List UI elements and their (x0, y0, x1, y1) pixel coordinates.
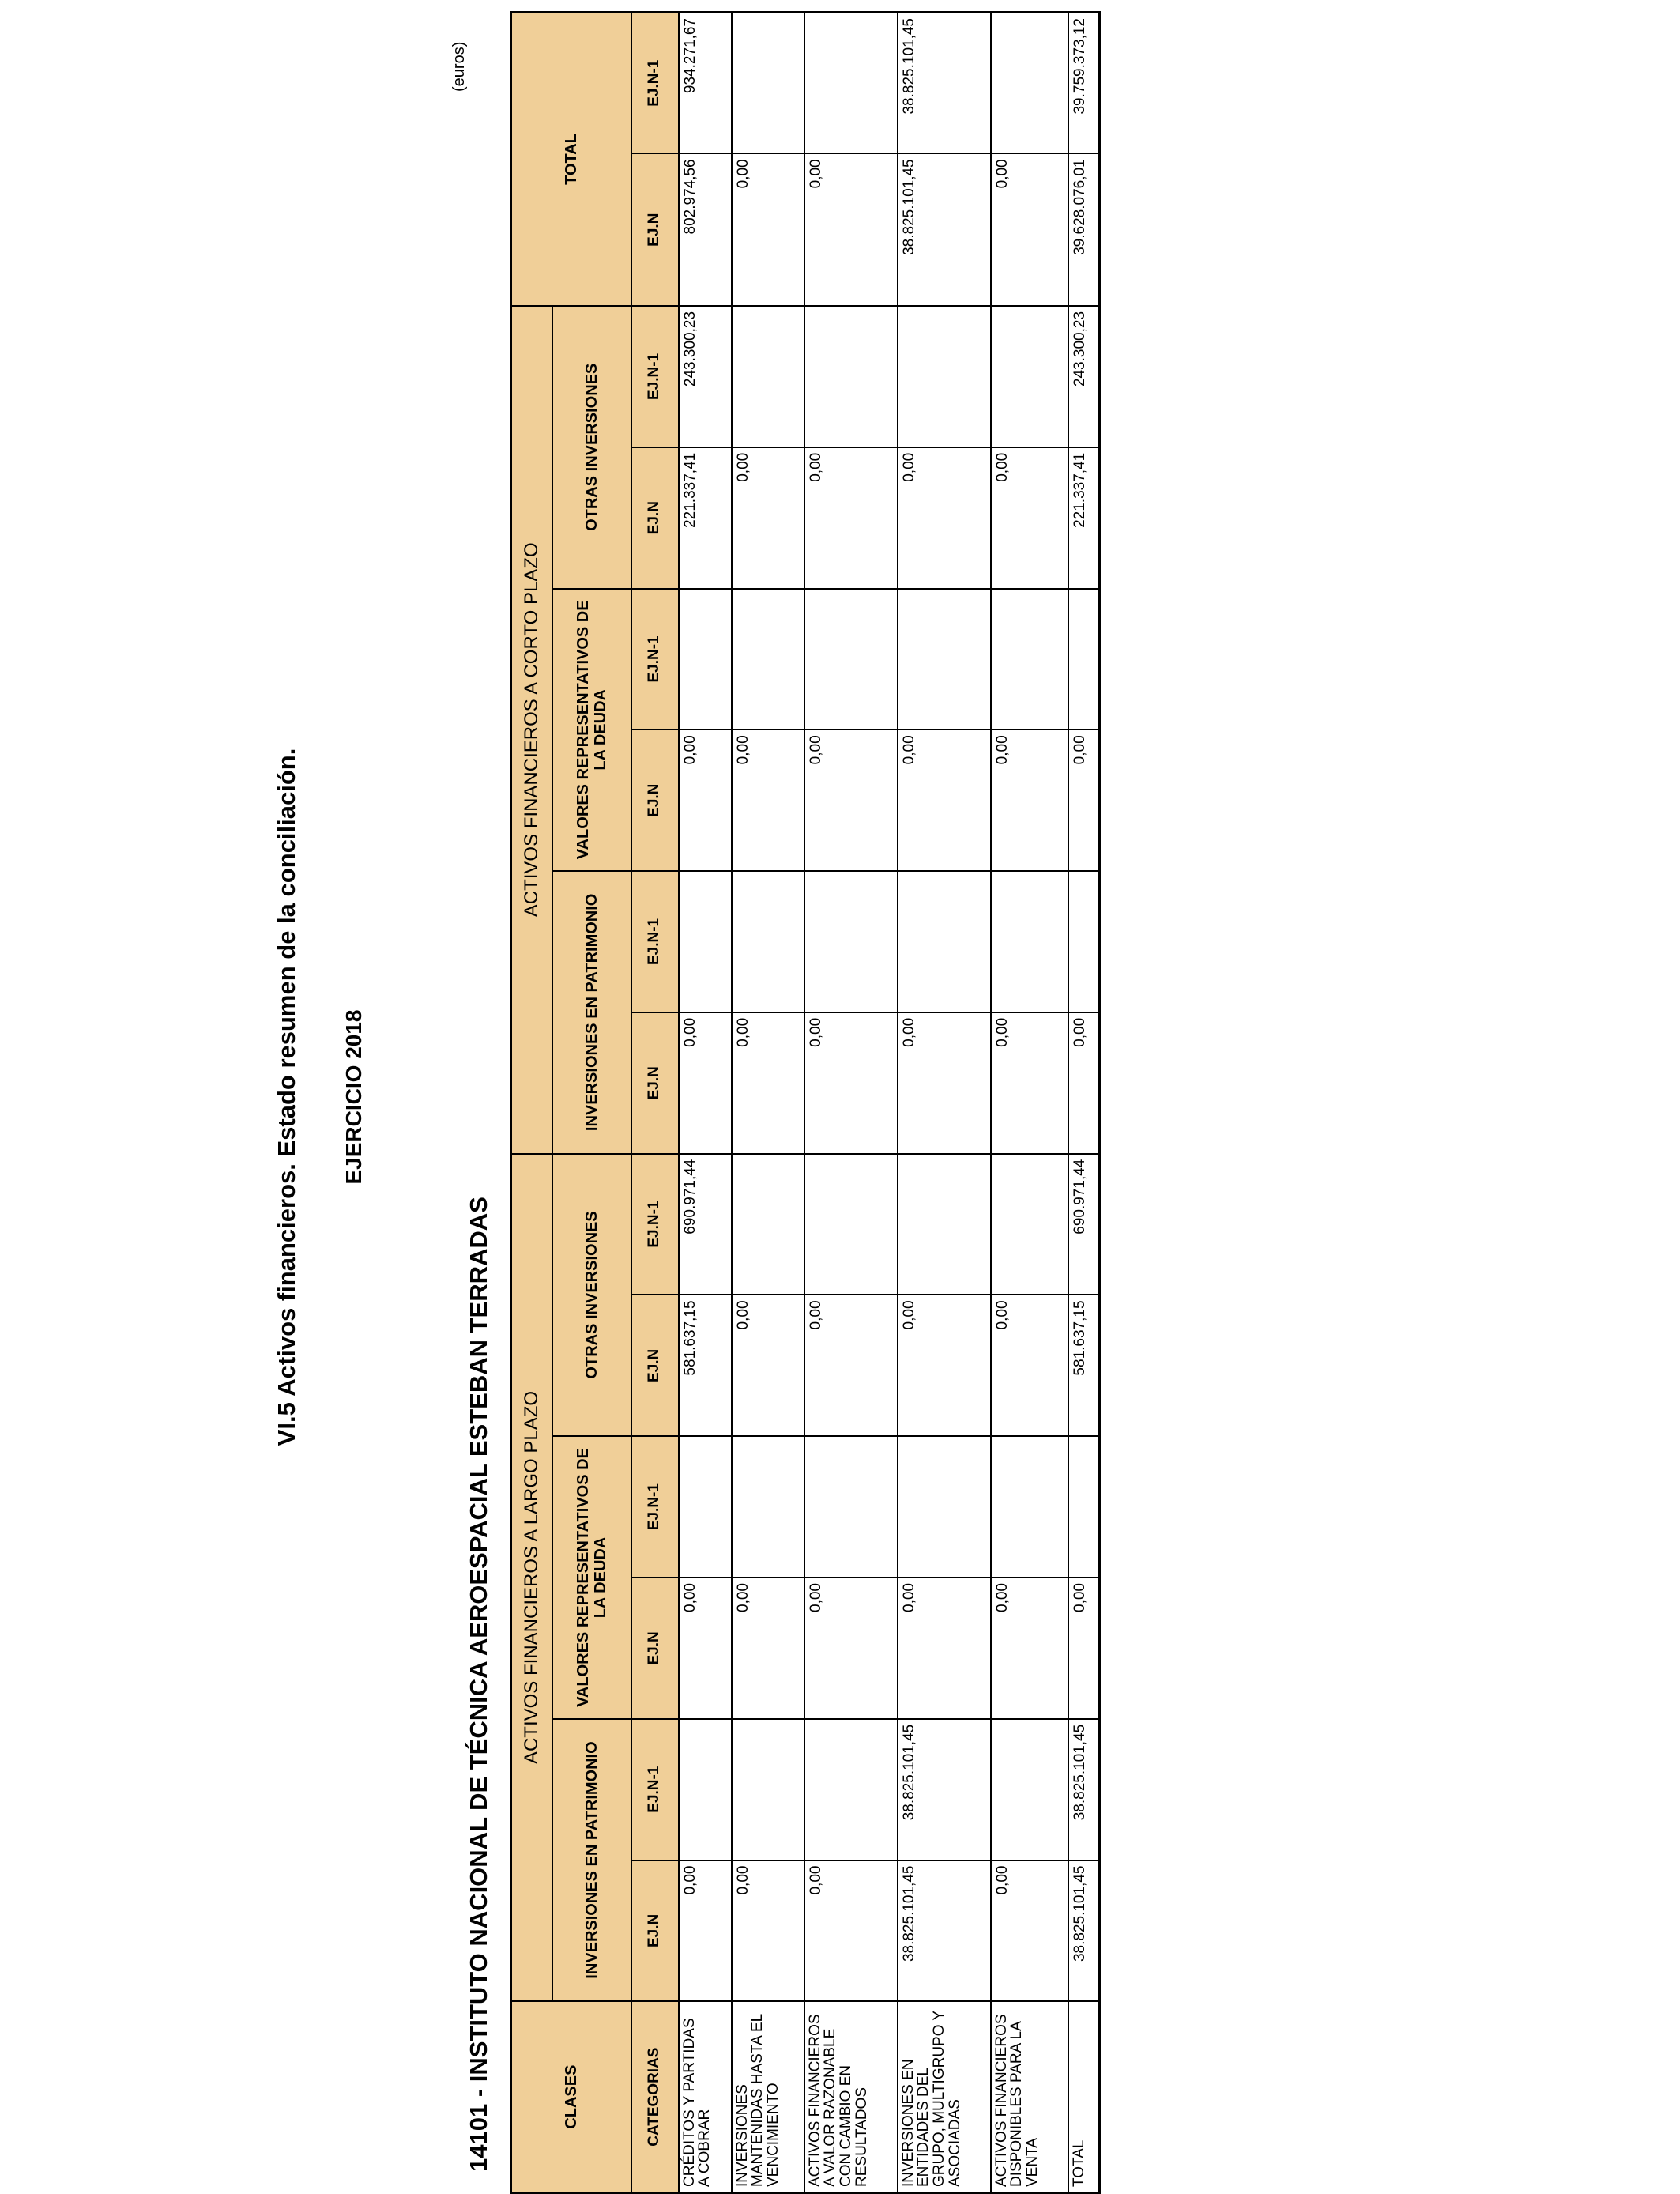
value-cell: 38.825.101,45 (898, 153, 991, 306)
category-cell: ACTIVOS FINANCIEROS A VALOR RAZONABLE CON CAMBIO EN RESULTADOS (804, 2001, 898, 2192)
value-cell (804, 1719, 898, 1860)
col-ejn1: EJ.N-1 (631, 589, 679, 730)
value-cell: 0,00 (732, 1860, 804, 2002)
lp-patrimonio-header: INVERSIONES EN PATRIMONIO (552, 1719, 631, 2002)
col-ejn1: EJ.N-1 (631, 1436, 679, 1578)
value-cell (804, 871, 898, 1012)
table-row (679, 13, 732, 2193)
total-cell: 243.300,23 (1068, 306, 1100, 447)
total-cell (1068, 871, 1100, 1012)
value-cell: 0,00 (898, 729, 991, 871)
category-cell: CRÉDITOS Y PARTIDAS A COBRAR (679, 2001, 732, 2192)
value-cell (898, 871, 991, 1012)
col-ejn: EJ.N (631, 153, 679, 306)
value-cell: 0,00 (804, 153, 898, 306)
total-cell: 39.759.373,12 (1068, 13, 1100, 154)
value-cell (804, 306, 898, 447)
category-cell: TOTAL (1068, 2001, 1100, 2192)
value-cell: 0,00 (898, 1012, 991, 1154)
value-cell (898, 589, 991, 730)
value-cell: 0,00 (991, 1012, 1068, 1154)
lp-valores-header: VALORES REPRESENTATIVOS DE LA DEUDA (552, 1436, 631, 1719)
financial-assets-table (510, 11, 1101, 2194)
col-ejn: EJ.N (631, 1012, 679, 1154)
currency-unit: (euros) (450, 41, 468, 92)
value-cell: 0,00 (679, 1578, 732, 1719)
value-cell: 0,00 (804, 1295, 898, 1436)
value-cell (732, 1436, 804, 1578)
cp-otras-header: OTRAS INVERSIONES (552, 306, 631, 589)
value-cell (991, 306, 1068, 447)
value-cell (991, 589, 1068, 730)
total-cell (1068, 1436, 1100, 1578)
value-cell: 0,00 (804, 729, 898, 871)
col-ejn1: EJ.N-1 (631, 13, 679, 154)
value-cell (991, 1719, 1068, 1860)
total-row (1068, 13, 1100, 2193)
entity-name: 14101 - INSTITUTO NACIONAL DE TÉCNICA AEROESPACIAL ESTEBAN TERRADAS (465, 1197, 492, 2172)
value-cell: 38.825.101,45 (898, 1860, 991, 2002)
cp-valores-header: VALORES REPRESENTATIVOS DE LA DEUDA (552, 589, 631, 872)
categorias-header: CATEGORIAS (631, 2001, 679, 2192)
value-cell (991, 13, 1068, 154)
col-ejn: EJ.N (631, 1578, 679, 1719)
total-cell: 38.825.101,45 (1068, 1719, 1100, 1860)
value-cell (898, 306, 991, 447)
value-cell (991, 1154, 1068, 1295)
value-cell (732, 589, 804, 730)
value-cell (679, 589, 732, 730)
value-cell: 0,00 (991, 729, 1068, 871)
value-cell (732, 306, 804, 447)
value-cell (991, 1436, 1068, 1578)
col-ejn1: EJ.N-1 (631, 871, 679, 1012)
total-cell: 39.628.076,01 (1068, 153, 1100, 306)
table-row (898, 13, 991, 2193)
value-cell: 0,00 (898, 447, 991, 589)
table-row (732, 13, 804, 2193)
value-cell: 934.271,67 (679, 13, 732, 154)
value-cell: 38.825.101,45 (898, 13, 991, 154)
col-ejn1: EJ.N-1 (631, 1719, 679, 1860)
total-cell: 221.337,41 (1068, 447, 1100, 589)
value-cell (732, 1154, 804, 1295)
col-ejn: EJ.N (631, 729, 679, 871)
value-cell (732, 871, 804, 1012)
table-row (804, 13, 898, 2193)
col-ejn: EJ.N (631, 1860, 679, 2002)
lp-otras-header: OTRAS INVERSIONES (552, 1154, 631, 1437)
value-cell: 690.971,44 (679, 1154, 732, 1295)
value-cell: 581.637,15 (679, 1295, 732, 1436)
value-cell (804, 13, 898, 154)
value-cell: 0,00 (732, 729, 804, 871)
value-cell (732, 13, 804, 154)
value-cell: 0,00 (732, 1012, 804, 1154)
clases-header: CLASES (511, 2001, 631, 2192)
value-cell: 0,00 (991, 1860, 1068, 2002)
value-cell: 0,00 (732, 447, 804, 589)
value-cell: 0,00 (732, 1578, 804, 1719)
total-cell: 0,00 (1068, 1578, 1100, 1719)
value-cell: 0,00 (804, 1578, 898, 1719)
short-term-group-header: ACTIVOS FINANCIEROS A CORTO PLAZO (511, 306, 552, 1154)
value-cell (732, 1719, 804, 1860)
total-cell: 38.825.101,45 (1068, 1860, 1100, 2002)
long-term-group-header: ACTIVOS FINANCIEROS A LARGO PLAZO (511, 1154, 552, 2002)
col-ejn1: EJ.N-1 (631, 1154, 679, 1295)
category-cell: INVERSIONES MANTENIDAS HASTA EL VENCIMIENTO (732, 2001, 804, 2192)
col-ejn1: EJ.N-1 (631, 306, 679, 447)
value-cell (679, 871, 732, 1012)
category-cell: INVERSIONES EN ENTIDADES DEL GRUPO, MULTIGRUPO Y ASOCIADAS (898, 2001, 991, 2192)
value-cell: 0,00 (991, 1295, 1068, 1436)
col-ejn: EJ.N (631, 447, 679, 589)
cp-patrimonio-header: INVERSIONES EN PATRIMONIO (552, 871, 631, 1154)
value-cell: 0,00 (679, 729, 732, 871)
value-cell: 0,00 (679, 1860, 732, 2002)
value-cell: 0,00 (898, 1295, 991, 1436)
value-cell: 221.337,41 (679, 447, 732, 589)
value-cell (679, 1719, 732, 1860)
value-cell: 0,00 (732, 153, 804, 306)
total-cell: 0,00 (1068, 729, 1100, 871)
value-cell (898, 1436, 991, 1578)
value-cell: 0,00 (991, 447, 1068, 589)
value-cell: 0,00 (804, 1012, 898, 1154)
value-cell (804, 589, 898, 730)
value-cell: 0,00 (804, 447, 898, 589)
value-cell: 0,00 (898, 1578, 991, 1719)
value-cell (991, 871, 1068, 1012)
category-cell: ACTIVOS FINANCIEROS DISPONIBLES PARA LA VENTA (991, 2001, 1068, 2192)
page-title: VI.5 Activos financieros. Estado resumen de la conciliación. (273, 748, 300, 1446)
value-cell (804, 1436, 898, 1578)
col-ejn: EJ.N (631, 1295, 679, 1436)
value-cell: 802.974,56 (679, 153, 732, 306)
total-cell (1068, 589, 1100, 730)
total-group-header: TOTAL (511, 13, 631, 306)
value-cell: 0,00 (991, 1578, 1068, 1719)
value-cell: 0,00 (732, 1295, 804, 1436)
table-row (991, 13, 1068, 2193)
value-cell (679, 1436, 732, 1578)
value-cell: 0,00 (991, 153, 1068, 306)
value-cell (898, 1154, 991, 1295)
total-cell: 0,00 (1068, 1012, 1100, 1154)
total-cell: 581.637,15 (1068, 1295, 1100, 1436)
total-cell: 690.971,44 (1068, 1154, 1100, 1295)
value-cell: 0,00 (679, 1012, 732, 1154)
value-cell: 243.300,23 (679, 306, 732, 447)
value-cell: 0,00 (804, 1860, 898, 2002)
value-cell: 38.825.101,45 (898, 1719, 991, 1860)
value-cell (804, 1154, 898, 1295)
exercise-year: EJERCICIO 2018 (341, 1009, 366, 1185)
